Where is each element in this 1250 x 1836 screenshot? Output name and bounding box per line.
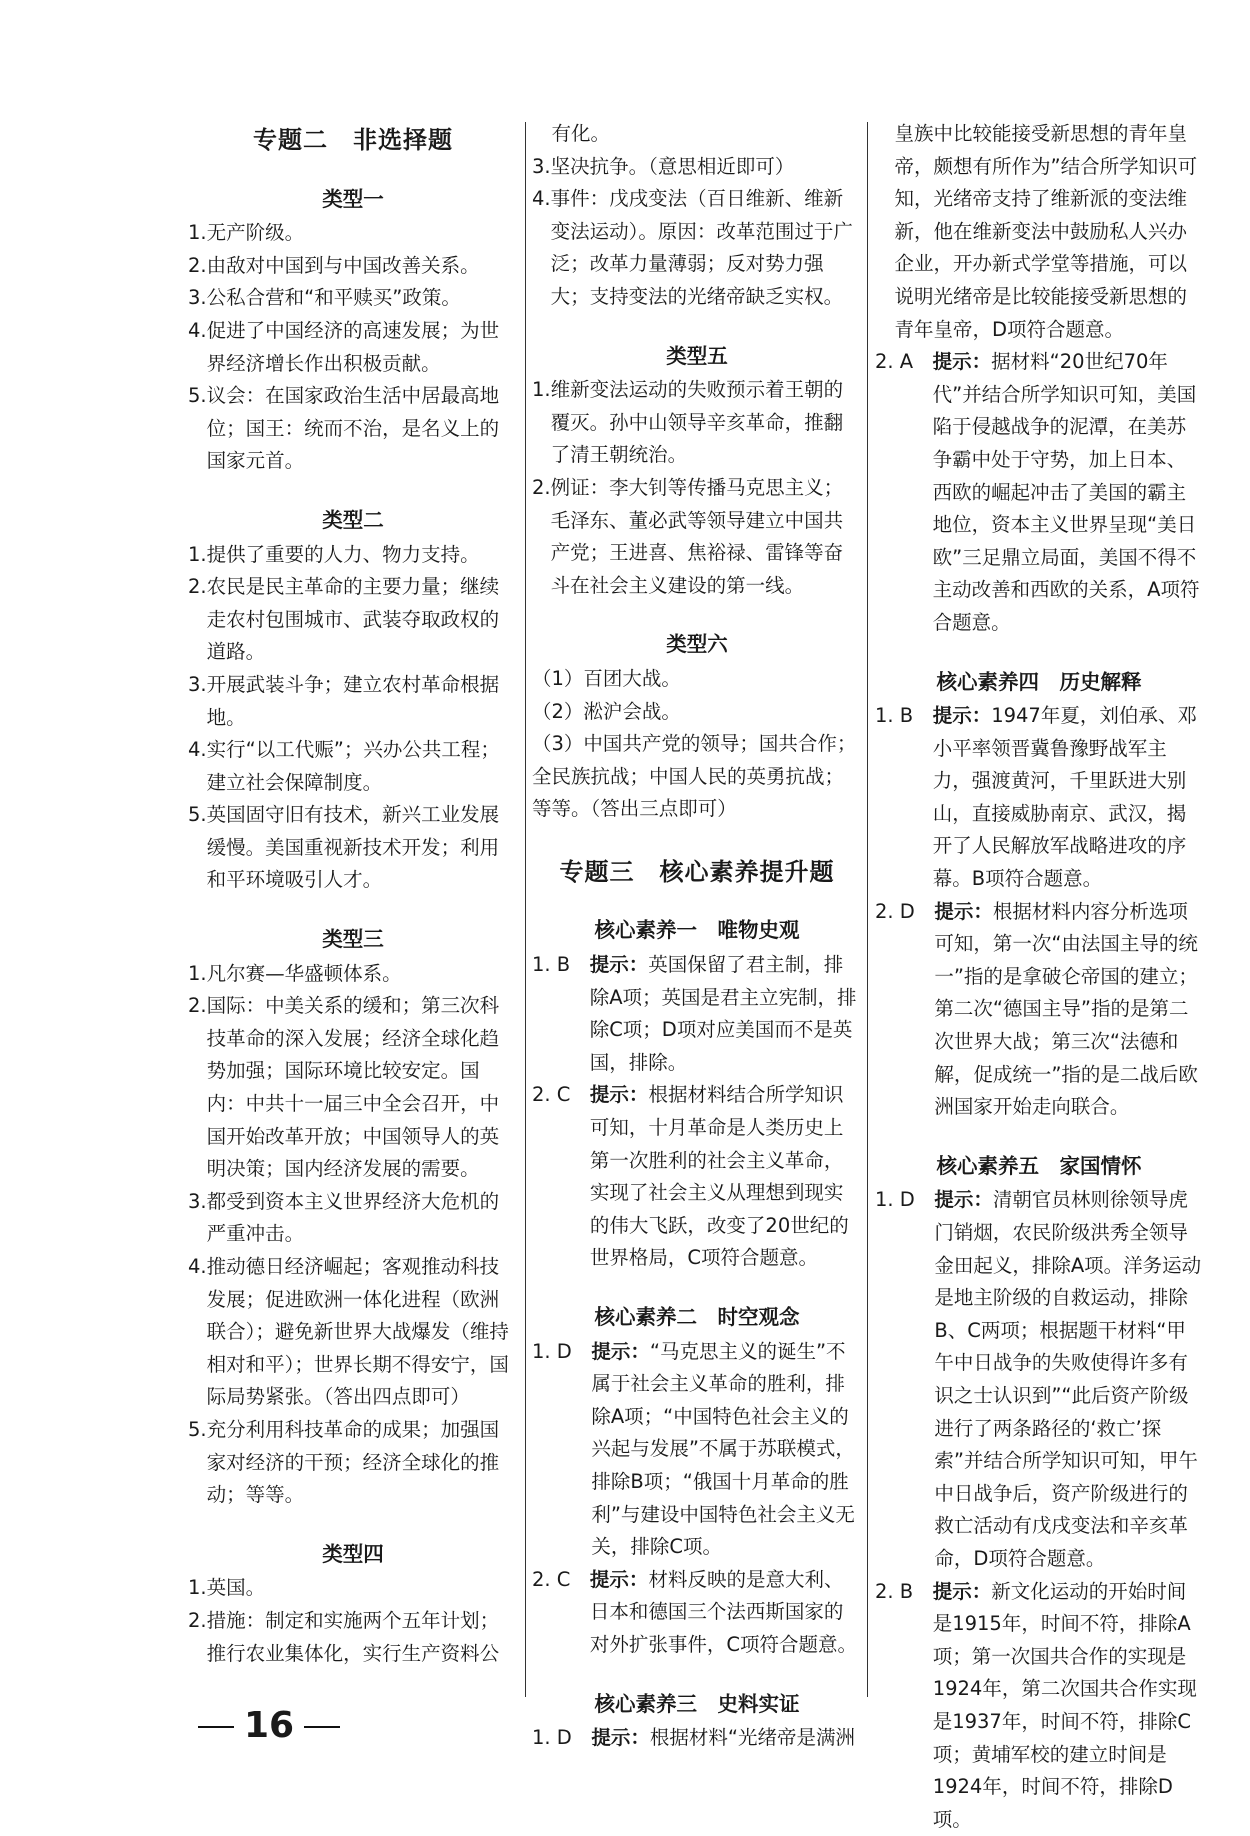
- answer-section: [188, 1538, 518, 1670]
- answer-item: [532, 183, 862, 313]
- answer-item: [532, 1722, 862, 1755]
- answer-body: 1947年夏，刘伯承、邓小平率领晋冀鲁豫野战军主力，强渡黄河，千里跃进大别山，直接威胁南京、武汉，揭开了人民解放军战略进攻的序幕。B项符合题意。: [932, 704, 1197, 891]
- answer-number: 4.: [188, 318, 207, 342]
- answer-item: [532, 118, 862, 151]
- answer-item: [875, 118, 1203, 346]
- answer-section: [532, 1688, 862, 1755]
- section-heading: 类型六: [666, 632, 728, 657]
- column-divider-left: [525, 122, 526, 1697]
- answer-section: [532, 1301, 862, 1662]
- answer-body: 据材料“20世纪70年代”并结合所学知识可知，美国陷于侵越战争的泥潭，在美苏争霸中处于守势，加上日本、西欧的崛起冲击了美国的霸主地位，资本主义世界呈现“美日欧”三足鼎立局面，美国不得不主动改善和西欧的关系，A项符合题意。: [932, 350, 1200, 634]
- answer-text: [590, 1079, 862, 1275]
- answer-body: 提供了重要的人力、物力支持。: [206, 542, 480, 566]
- answer-item: [188, 571, 518, 669]
- hint-label: 提示：: [932, 350, 992, 374]
- answer-text: [207, 799, 518, 897]
- answer-item: [188, 669, 518, 734]
- answer-number: 1.: [532, 378, 551, 402]
- answer-body: 根据材料内容分析选项可知，第一次“由法国主导的统一”指的是拿破仑帝国的建立；第二次“德国主导”指的是第二次世界大战；第三次“法德和解，促成统一”指的是二战后欧洲国家开始走向联合。: [934, 899, 1198, 1119]
- hint-label: 提示：: [589, 1083, 649, 1107]
- column-middle: [532, 118, 862, 1755]
- answer-number: 1. D: [875, 1188, 935, 1212]
- answer-text: [934, 1184, 1203, 1575]
- page-number-text: 16: [244, 1705, 295, 1746]
- section-heading: 类型三: [322, 927, 384, 952]
- answer-number: [875, 118, 895, 346]
- answer-body: （1）百团大战。: [532, 666, 681, 690]
- answer-item: [188, 958, 518, 991]
- answer-number: 2. C: [532, 1083, 590, 1107]
- answer-text: [207, 1414, 518, 1512]
- answer-body: 推动德日经济崛起；客观推动科技发展；促进欧洲一体化进程（欧洲联合）；避免新世界大战爆发（维持相对和平）；世界长期不得安宁，国际局势紧张。（答出四点即可）: [206, 1255, 509, 1409]
- answer-item: [532, 949, 862, 1079]
- hint-label: 提示：: [591, 1726, 650, 1750]
- answer-section: [188, 923, 518, 1512]
- answer-item: [875, 1576, 1203, 1836]
- answer-item: [188, 539, 518, 572]
- answer-section: [532, 340, 862, 603]
- answer-item: [532, 728, 862, 826]
- hint-label: 提示：: [589, 953, 649, 977]
- topic-title: 专题三 核心素养提升题: [559, 857, 835, 886]
- answer-item: [532, 472, 862, 602]
- answer-item: [875, 346, 1203, 639]
- answer-text: [207, 958, 518, 991]
- answer-text: [207, 1251, 518, 1414]
- page-number-dash-left: [198, 1726, 234, 1728]
- answer-number: 2.: [188, 253, 207, 277]
- answer-item: [532, 151, 862, 184]
- answer-item: [532, 1079, 862, 1275]
- answer-text: [551, 472, 862, 602]
- answer-number: 1.: [188, 221, 207, 245]
- answer-item: [875, 896, 1203, 1124]
- answer-body: 英国固守旧有技术，新兴工业发展缓慢。美国重视新技术开发；利用和平环境吸引人才。: [206, 803, 500, 892]
- answer-body: 公私合营和“和平赎买”政策。: [206, 286, 461, 310]
- answer-text: [591, 1722, 862, 1755]
- answer-item: [188, 799, 518, 897]
- answer-number: 5.: [188, 1417, 207, 1441]
- topic-title: 专题二 非选择题: [253, 126, 453, 154]
- answer-body: 根据材料“光绪帝是满洲: [649, 1726, 855, 1750]
- answer-body: 促进了中国经济的高速发展；为世界经济增长作出积极贡献。: [206, 318, 500, 375]
- answer-text: [552, 118, 862, 151]
- answer-text: [933, 1576, 1203, 1836]
- hint-label: 提示：: [591, 1339, 650, 1363]
- answer-text: [207, 380, 518, 478]
- answer-body: 无产阶级。: [206, 221, 305, 245]
- answer-item: [188, 1414, 518, 1512]
- answer-text: [207, 315, 518, 380]
- answer-text: [532, 663, 862, 696]
- section-heading: 核心素养二 时空观念: [594, 1305, 800, 1329]
- answer-body: 事件：戊戌变法（百日维新、维新变法运动）。原因：改革范围过于广泛；改革力量薄弱；反对势力强大；支持变法的光绪帝缺乏实权。: [550, 187, 853, 308]
- section-heading: 类型一: [322, 186, 384, 211]
- answer-number: 1. B: [875, 704, 933, 728]
- answer-section: [532, 914, 862, 1275]
- answer-body: 充分利用科技革命的成果；加强国家对经济的干预；经济全球化的推动；等等。: [206, 1417, 500, 1507]
- answer-item: [188, 282, 518, 315]
- answer-text: [933, 700, 1203, 896]
- answer-text: [934, 896, 1203, 1124]
- answer-item: [188, 217, 518, 250]
- answer-text: [207, 250, 518, 283]
- answer-body: 有化。: [551, 122, 611, 145]
- answer-body: 农民是民主革命的主要力量；继续走农村包围城市、武装夺取政权的道路。: [206, 575, 500, 664]
- answer-number: 1. D: [532, 1339, 592, 1363]
- answer-text: [591, 1336, 862, 1564]
- answer-number: 2. C: [532, 1567, 590, 1591]
- page-number-dash-right: [304, 1726, 340, 1728]
- column-divider-right: [867, 122, 868, 1697]
- answer-body: 措施：制定和实施两个五年计划；推行农业集体化，实行生产资料公: [206, 1608, 500, 1665]
- answer-number: 3.: [188, 1189, 207, 1213]
- answer-number: [532, 118, 552, 151]
- answer-body: 清朝官员林则徐领导虎门销烟，农民阶级洪秀全领导金田起义，排除A项。洋务运动是地主阶级的自救运动，排除B、C两项；根据题干材料“甲午中日战争的失败使得许多有识之士认识到”“此后资产阶级进行了两条路径的‘救亡’探索”并结合所学知识可知，甲午中日战争后，资产阶级进行的救亡活动有戊戌变法和辛亥革命，D项符合题意。: [934, 1188, 1202, 1570]
- answer-item: [532, 1564, 862, 1662]
- answer-body: 由敌对中国到与中国改善关系。: [206, 253, 480, 277]
- answer-text: [207, 1605, 518, 1670]
- answer-body: 开展武装斗争；建立农村革命根据地。: [206, 672, 500, 729]
- answer-section: [532, 118, 862, 314]
- answer-text: [207, 734, 518, 799]
- answer-body: 英国保留了君主制，排除A项；英国是君主立宪制，排除C项；D项对应美国而不是英国，排除。: [589, 953, 857, 1074]
- answer-text: [532, 696, 862, 729]
- answer-body: 新文化运动的开始时间是1915年，时间不符，排除A项；第一次国共合作的实现是1924年，第二次国共合作实现是1937年，时间不符，排除C项；黄埔军校的建立时间是1924年，时间不符，排除D项。: [932, 1579, 1197, 1831]
- answer-text: [207, 1572, 518, 1605]
- answer-section: [532, 628, 862, 826]
- answer-section: [875, 118, 1203, 640]
- answer-body: 凡尔赛—华盛顿体系。: [206, 961, 402, 985]
- answer-body: 材料反映的是意大利、日本和德国三个法西斯国家的对外扩张事件，C项符合题意。: [589, 1567, 858, 1656]
- answer-item: [532, 374, 862, 472]
- section-heading: 核心素养三 史料实证: [594, 1691, 800, 1716]
- section-heading: 类型四: [322, 1541, 384, 1566]
- answer-body: （3）中国共产党的领导；国共合作；全民族抗战；中国人民的英勇抗战；等等。（答出三点即可）: [532, 732, 857, 821]
- answer-number: 2. D: [875, 899, 935, 923]
- answer-text: [532, 728, 862, 826]
- answer-item: [188, 315, 518, 380]
- answer-section: [188, 183, 518, 478]
- answer-body: 根据材料结合所学知识可知，十月革命是人类历史上第一次胜利的社会主义革命，实现了社会主义从理想到现实的伟大飞跃，改变了20世纪的世界格局，C项符合题意。: [589, 1083, 849, 1270]
- answer-text: [933, 346, 1203, 639]
- section-heading: 类型二: [322, 507, 384, 532]
- answer-item: [188, 1572, 518, 1605]
- section-heading: 类型五: [666, 343, 728, 368]
- answer-item: [188, 1251, 518, 1414]
- answer-body: “马克思主义的诞生”不属于社会主义革命的胜利，排除A项；“中国特色社会主义的兴起与发展”不属于苏联模式，排除B项；“俄国十月革命的胜利”与建设中国特色社会主义无关，排除C项。: [591, 1339, 855, 1559]
- answer-body: 皇族中比较能接受新思想的青年皇帝，颇想有所作为”结合所学知识可知，光绪帝支持了维新派的变法维新，他在维新变法中鼓励私人兴办企业，开办新式学堂等措施，可以说明光绪帝是比较能接受新思想的青年皇帝，D项符合题意。: [894, 122, 1198, 341]
- answer-text: [207, 217, 518, 250]
- answer-number: 1.: [188, 961, 207, 985]
- hint-label: 提示：: [932, 704, 992, 728]
- hint-label: 提示：: [934, 1188, 993, 1212]
- answer-body: 都受到资本主义世界经济大危机的严重冲击。: [206, 1189, 500, 1246]
- answer-text: [895, 118, 1203, 346]
- answer-number: 2.: [188, 1608, 207, 1632]
- answer-item: [188, 1605, 518, 1670]
- answer-text: [551, 151, 862, 184]
- answer-text: [207, 669, 518, 734]
- hint-label: 提示：: [934, 899, 993, 923]
- answer-number: 2. B: [875, 1579, 933, 1603]
- answer-number: 4.: [532, 187, 551, 211]
- answer-body: （2）淞沪会战。: [532, 699, 681, 723]
- section-heading: 核心素养四 历史解释: [936, 669, 1142, 694]
- answer-number: 2. A: [875, 350, 933, 374]
- answer-number: 2.: [532, 475, 551, 499]
- answer-body: 英国。: [206, 1576, 266, 1600]
- answer-item: [188, 734, 518, 799]
- answer-body: 国际：中美关系的缓和；第三次科技革命的深入发展；经济全球化趋势加强；国际环境比较安定。国内：中共十一届三中全会召开，中国开始改革开放；中国领导人的英明决策；国内经济发展的需要。: [206, 994, 500, 1181]
- answer-body: 实行“以工代赈”；兴办公共工程；建立社会保障制度。: [206, 738, 500, 794]
- answer-number: 2.: [188, 575, 207, 599]
- hint-label: 提示：: [589, 1567, 649, 1591]
- answer-text: [207, 282, 518, 315]
- answer-item: [532, 1336, 862, 1564]
- answer-number: 5.: [188, 384, 207, 408]
- answer-body: 议会：在国家政治生活中居最高地位；国王：统而不治，是名义上的国家元首。: [206, 384, 500, 473]
- answer-text: [207, 1186, 518, 1251]
- answer-item: [188, 250, 518, 283]
- answer-text: [207, 990, 518, 1186]
- answer-text: [590, 1564, 862, 1662]
- answer-section: [875, 1150, 1203, 1836]
- hint-label: 提示：: [932, 1579, 992, 1603]
- answer-item: [188, 1186, 518, 1251]
- answer-number: 4.: [188, 1255, 207, 1278]
- answer-body: 维新变法运动的失败预示着王朝的覆灭。孙中山领导辛亥革命，推翻了清王朝统治。: [550, 378, 844, 467]
- answer-number: 1.: [188, 542, 207, 566]
- answer-number: 5.: [188, 803, 207, 827]
- answer-number: 4.: [188, 738, 207, 762]
- section-heading: 核心素养一 唯物史观: [594, 918, 800, 943]
- page-number: [188, 1705, 350, 1746]
- answer-number: 1. B: [532, 953, 590, 977]
- answer-item: [875, 700, 1203, 896]
- answer-number: 3.: [188, 672, 207, 696]
- answer-body: 例证：李大钊等传播马克思主义；毛泽东、董必武等领导建立中国共产党；王进喜、焦裕禄、雷锋等奋斗在社会主义建设的第一线。: [550, 475, 844, 597]
- column-right: [875, 118, 1203, 1836]
- answer-text: [551, 374, 862, 472]
- answer-section: [188, 504, 518, 897]
- answer-text: [590, 949, 862, 1079]
- answer-text: [207, 539, 518, 572]
- section-heading: 核心素养五 家国情怀: [936, 1153, 1142, 1178]
- answer-text: [207, 571, 518, 669]
- answer-item: [188, 990, 518, 1186]
- answer-item: [875, 1184, 1203, 1575]
- answer-item: [532, 696, 862, 729]
- answer-item: [532, 663, 862, 696]
- answer-number: 1. D: [532, 1726, 592, 1750]
- answer-section: [875, 666, 1203, 1124]
- answer-number: 2.: [188, 994, 207, 1018]
- answer-item: [188, 380, 518, 478]
- answer-text: [551, 183, 862, 313]
- column-left: [188, 118, 518, 1670]
- answer-body: 坚决抗争。（意思相近即可）: [550, 154, 795, 178]
- answer-number: 1.: [188, 1576, 207, 1600]
- answer-number: 3.: [532, 154, 551, 178]
- answer-number: 3.: [188, 286, 207, 310]
